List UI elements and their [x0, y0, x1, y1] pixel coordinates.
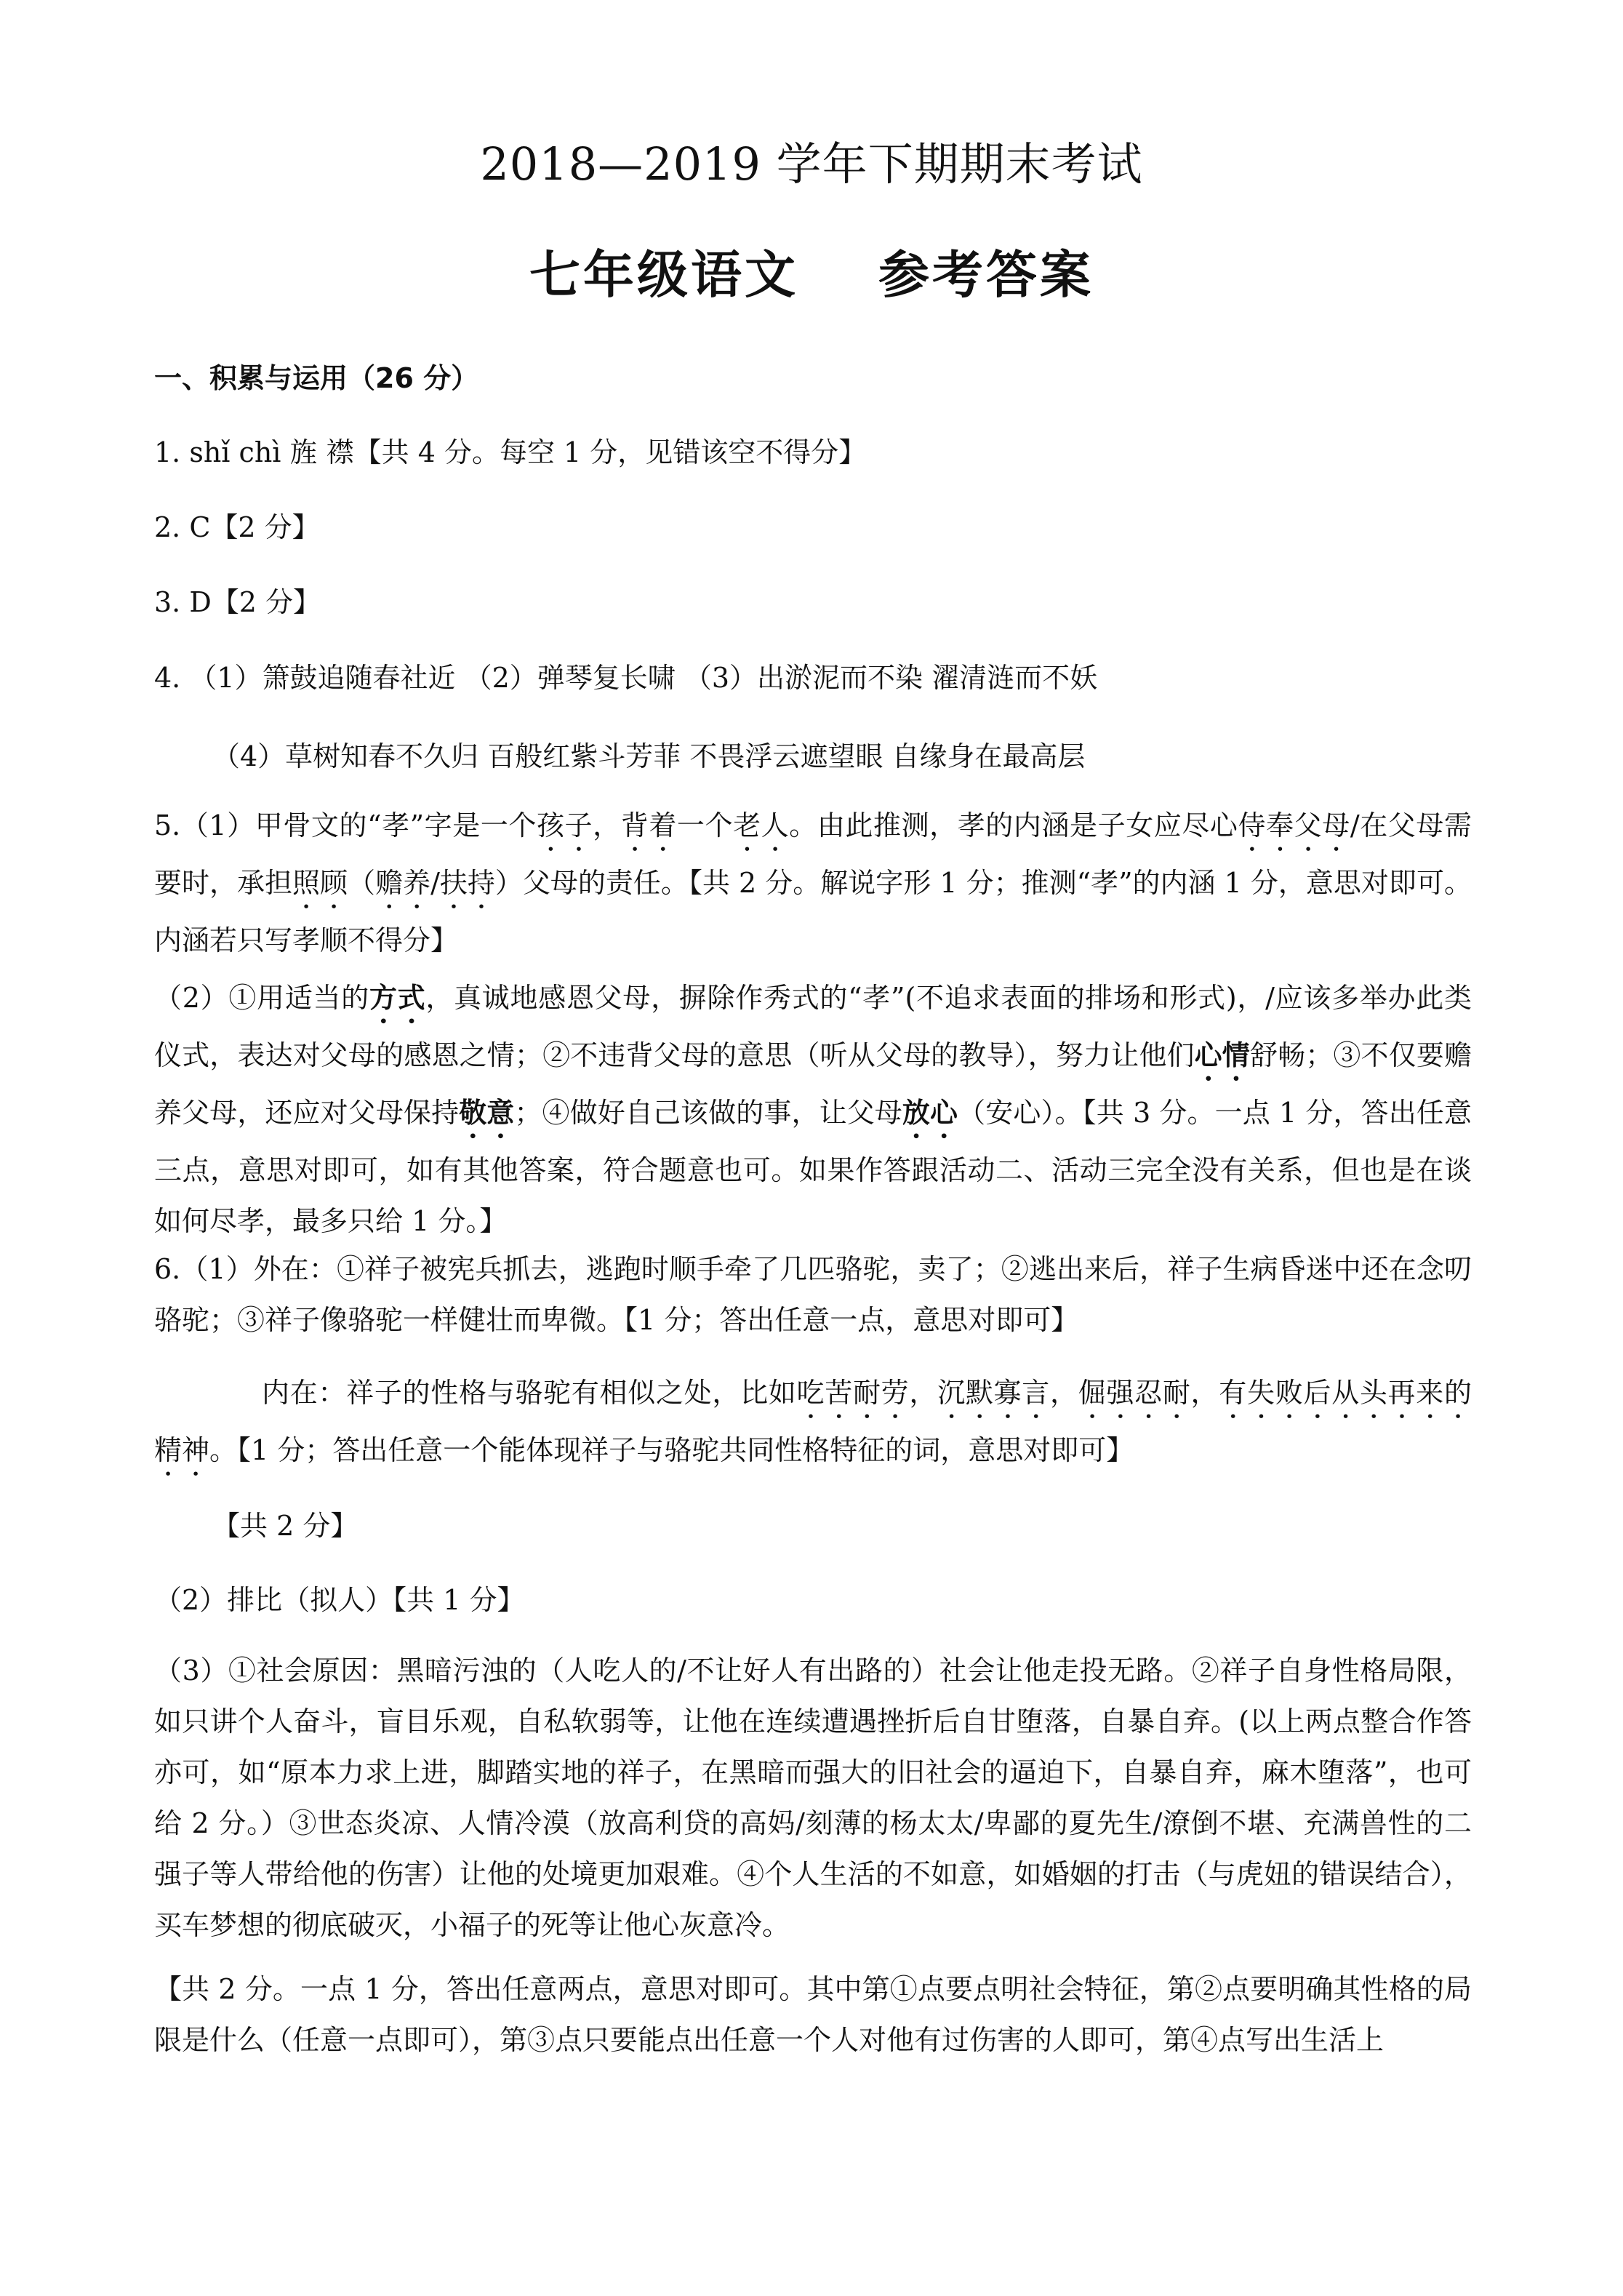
- q5-1-emph-help: 扶持: [439, 867, 495, 899]
- exam-title: 2018—2019 学年下期期末考试: [480, 137, 1143, 191]
- exam-subtitle: [0, 234, 1623, 308]
- q5-2-emph-respect: 敬意: [459, 1097, 515, 1129]
- q5-2-text: （安心）。【共 3 分。一点 1 分，答出任意三点，意思对即可，如有其他答案，符合题意也可。如果作答跟活动二、活动三完全没有关系，但也是在谈如何尽孝，最多只给 1 分。】: [154, 1097, 1472, 1237]
- subtitle-grade-subject: 七年级语文: [529, 245, 798, 305]
- q6-emph-hardworking: 吃苦耐劳: [796, 1377, 910, 1409]
- q5-1-emph-serve: 侍奉父母: [1238, 809, 1350, 841]
- answer-q4-line2: （4）草树知春不久归 百般红紫斗芳菲 不畏浮云遮望眼 自缘身在最高层: [212, 740, 1086, 772]
- section-heading-1: 一、积累与运用（26 分）: [154, 362, 479, 394]
- q5-1-text: ，: [593, 809, 621, 841]
- q5-2-text: 舒畅；③不仅要赡养父母，还应对父母保持: [154, 1039, 1472, 1129]
- answer-q6-inner: [154, 1367, 1472, 1482]
- q5-2-emph-reassure: 放心: [902, 1097, 958, 1129]
- q5-1-text: ）父母的责任。【共 2 分。解说字形 1 分；推测“孝”的内涵 1 分，意思对即可。内涵若只写孝顺不得分】: [154, 867, 1472, 956]
- q5-1-emph-care: 照顾: [292, 867, 348, 899]
- answer-q1: 1. shǐ chì 旌 襟【共 4 分。每空 1 分，见错该空不得分】: [154, 436, 867, 468]
- subtitle-answer-key: 参考答案: [878, 245, 1094, 305]
- q6-inner-text: ，: [1049, 1377, 1078, 1409]
- answer-q5-part1: [154, 800, 1472, 966]
- q5-1-text: （: [348, 867, 376, 899]
- q6-inner-text: ，: [909, 1377, 938, 1409]
- answer-q5-part2: [154, 972, 1472, 1247]
- q5-1-text: 。由此推测，孝的内涵是子女应尽心: [789, 809, 1238, 841]
- q5-1-text: 一个: [676, 809, 734, 841]
- q5-2-text: （2）①用适当的: [154, 982, 369, 1014]
- q5-2-emph-mood: 心情: [1194, 1039, 1250, 1071]
- q5-1-text: /: [430, 867, 440, 899]
- q5-1-emph-elder: 老人: [733, 809, 790, 841]
- answer-q3: 3. D【2 分】: [154, 586, 321, 618]
- q5-1-text: /在父母需要时，承担: [154, 809, 1472, 899]
- q6-emph-persevere: 有失败后从头再来的精神: [154, 1377, 1472, 1466]
- q6-inner-text: 内在：祥子的性格与骆驼有相似之处，比如: [262, 1377, 797, 1409]
- q6-emph-silent: 沉默寡言: [937, 1377, 1050, 1409]
- answer-q4-line1: 4. （1）箫鼓追随春社近 （2）弹琴复长啸 （3）出淤泥而不染 濯清涟而不妖: [154, 662, 1098, 694]
- q6-inner-text: 。【1 分；答出任意一个能体现祥子与骆驼共同性格特征的词，意思对即可】: [209, 1434, 1134, 1466]
- q5-1-emph-support: 赡养: [375, 867, 431, 899]
- q5-1-emph-carry: 背着: [620, 809, 677, 841]
- q5-2-emph-method: 方式: [369, 982, 426, 1014]
- answer-q6-part1: 6.（1）外在：①祥子被宪兵抓去，逃跑时顺手牵了几匹骆驼，卖了；②逃出来后，祥子生病昏迷中还在念叨骆驼；③祥子像骆驼一样健壮而卑微。【1 分；答出任意一点，意思对即可】: [154, 1253, 1472, 1336]
- answer-q2: 2. C【2 分】: [154, 511, 320, 543]
- answer-q6-part2: （2）排比（拟人）【共 1 分】: [154, 1584, 525, 1616]
- q5-1-text: 5.（1）甲骨文的“孝”字是一个: [154, 809, 537, 841]
- q5-2-text: ，真诚地感恩父母，摒除作秀式的“孝”(不追求表面的排场和形式)，/应该多举办此类仪式，表达对父母的感恩之情；②不违背父母的意思（听从父母的教导），努力让他们: [154, 982, 1472, 1071]
- q6-emph-stubborn: 倔强忍耐: [1078, 1377, 1191, 1409]
- answer-q6-part3-scoring: 【共 2 分。一点 1 分，答出任意两点，意思对即可。其中第①点要点明社会特征，第②点要明确其性格的局限是什么（任意一点即可），第③点只要能点出任意一个人对他有过伤害的人即可，第④点写出生活上: [154, 1973, 1472, 2056]
- q5-2-text: ；④做好自己该做的事，让父母: [514, 1097, 902, 1129]
- answer-q6-total: 【共 2 分】: [212, 1510, 358, 1542]
- q5-1-emph-child: 孩子: [536, 809, 593, 841]
- answer-q6-part3: （3）①社会原因：黑暗污浊的（人吃人的/不让好人有出路的）社会让他走投无路。②祥子自身性格局限，如只讲个人奋斗，盲目乐观，自私软弱等，让他在连续遭遇挫折后自甘堕落，自暴自弃。(以上两点整合作答亦可，如“原本力求上进，脚踏实地的祥子，在黑暗而强大的旧社会的逼迫下，自暴自弃，麻木堕落”，也可给 2 分。）③世态炎凉、人情冷漠（放高利贷的高妈/刻薄的杨太太/卑鄙的夏先生/潦倒不堪、充满兽性的二强子等人带给他的伤害）让他的处境更加艰难。④个人生活的不如意，如婚姻的打击（与虎妞的错误结合），买车梦想的彻底破灭，小福子的死等让他心灰意冷。: [154, 1655, 1472, 1941]
- q6-inner-text: ，: [1190, 1377, 1219, 1409]
